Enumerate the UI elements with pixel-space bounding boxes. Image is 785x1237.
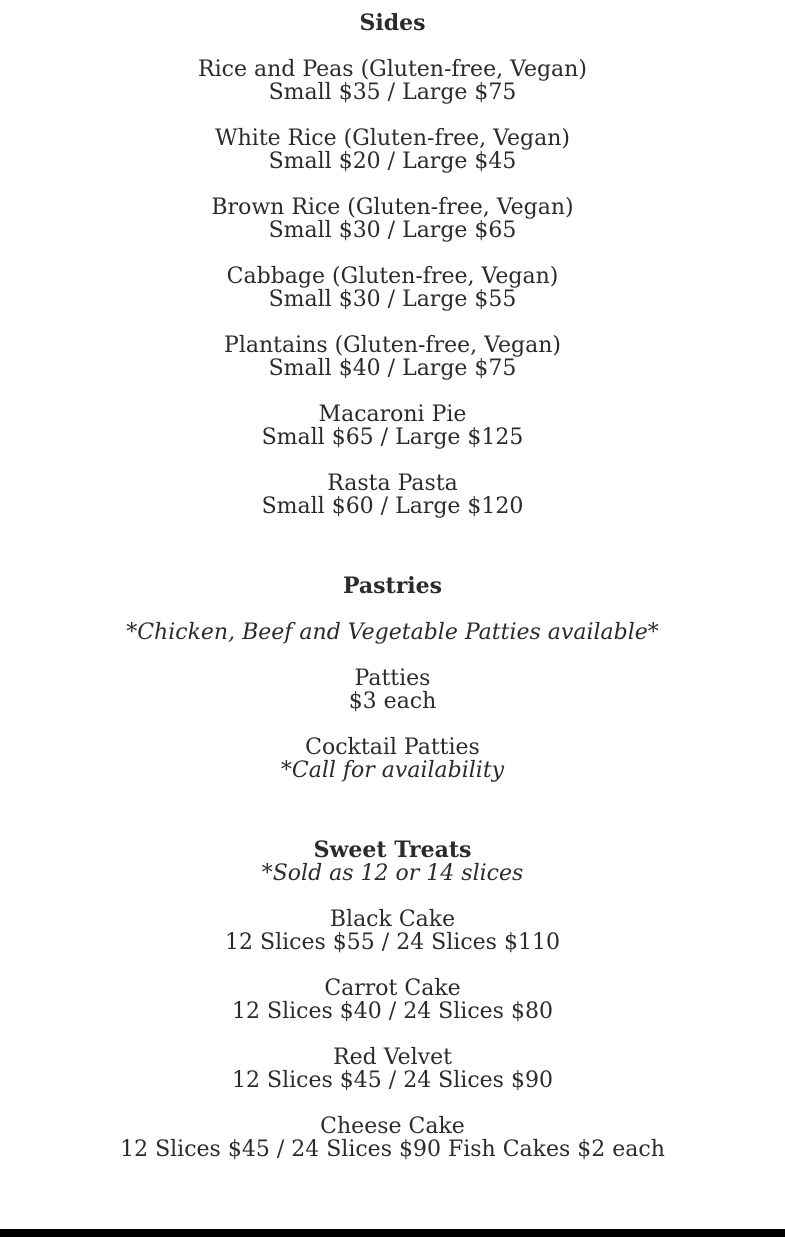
item-price: Small $30 / Large $65 — [268, 218, 517, 243]
item-price: Small $30 / Large $55 — [268, 287, 517, 312]
bottom-divider — [0, 1229, 785, 1237]
pastries-heading: Pastries — [342, 573, 443, 599]
item-name: Rice and Peas (Gluten-free, Vegan) — [198, 57, 587, 82]
item-price: Small $60 / Large $120 — [261, 494, 524, 519]
item-name: Black Cake — [329, 907, 456, 932]
item-name: White Rice (Gluten-free, Vegan) — [215, 126, 570, 151]
sweet-treats-heading: Sweet Treats — [313, 837, 472, 863]
item-name: Cabbage (Gluten-free, Vegan) — [226, 264, 559, 289]
menu-item — [0, 667, 785, 713]
sweet-treats-note: *Sold as 12 or 14 slices — [261, 861, 524, 886]
item-price: Small $20 / Large $45 — [268, 149, 517, 174]
menu-item — [0, 334, 785, 380]
menu-item — [0, 196, 785, 242]
item-price: 12 Slices $45 / 24 Slices $90 Fish Cakes $2 each — [120, 1137, 665, 1162]
availability-note: *Call for availability — [280, 758, 505, 783]
menu-item — [0, 1046, 785, 1092]
sides-heading: Sides — [359, 10, 426, 36]
item-name: Red Velvet — [333, 1045, 452, 1070]
item-price: $3 each — [348, 689, 437, 714]
item-name: Cheese Cake — [320, 1114, 465, 1139]
item-price: 12 Slices $40 / 24 Slices $80 — [232, 999, 553, 1024]
menu-item — [0, 736, 785, 782]
pastries-note: *Chicken, Beef and Vegetable Patties available* — [126, 620, 659, 645]
item-name: Macaroni Pie — [318, 402, 467, 427]
menu-item — [0, 977, 785, 1023]
item-name: Patties — [354, 666, 431, 691]
item-name: Brown Rice (Gluten-free, Vegan) — [211, 195, 574, 220]
item-price: 12 Slices $45 / 24 Slices $90 — [232, 1068, 553, 1093]
menu-item — [0, 1115, 785, 1161]
item-name: Rasta Pasta — [327, 471, 458, 496]
menu-item — [0, 472, 785, 518]
item-price: Small $65 / Large $125 — [261, 425, 524, 450]
item-name: Plantains (Gluten-free, Vegan) — [224, 333, 561, 358]
item-price: 12 Slices $55 / 24 Slices $110 — [225, 930, 560, 955]
item-name: Cocktail Patties — [305, 735, 480, 760]
item-name: Carrot Cake — [324, 976, 461, 1001]
menu-item — [0, 265, 785, 311]
item-price: Small $35 / Large $75 — [268, 80, 517, 105]
menu-item — [0, 127, 785, 173]
menu-item — [0, 58, 785, 104]
item-price: Small $40 / Large $75 — [268, 356, 517, 381]
menu-item — [0, 908, 785, 954]
menu-item — [0, 403, 785, 449]
